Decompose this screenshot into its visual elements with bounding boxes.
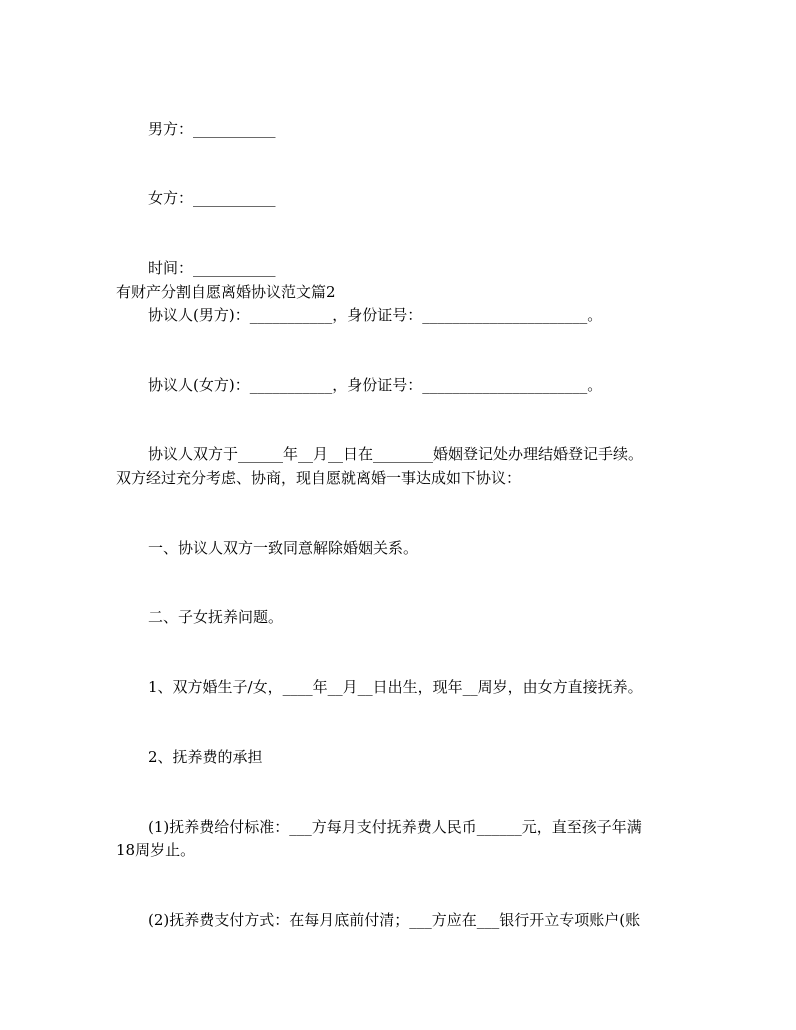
- sub-item-one-line1: (1)抚养费给付标准：___方每月支付抚养费人民币______元，直至孩子年满: [148, 818, 642, 836]
- item-one: 1、双方婚生子/女，____年__月__日出生，现年__周岁，由女方直接抚养。: [148, 678, 643, 696]
- signature-female: 女方：___________: [148, 189, 276, 207]
- sub-item-two-line1: (2)抚养费支付方式：在每月底前付清；___方应在___银行开立专项账户(账: [148, 911, 641, 929]
- signature-time: 时间：___________: [148, 259, 276, 277]
- signature-male: 男方：___________: [148, 120, 276, 138]
- party-female-line: 协议人(女方)：___________，身份证号：______________________。: [148, 376, 603, 394]
- section-heading: 有财产分割自愿离婚协议范文篇2: [116, 283, 336, 301]
- item-two: 2、抚养费的承担: [148, 748, 263, 766]
- intro-paragraph-line2: 双方经过充分考虑、协商，现自愿就离婚一事达成如下协议：: [116, 469, 522, 487]
- party-male-line: 协议人(男方)：___________，身份证号：______________________。: [148, 306, 603, 324]
- intro-paragraph-line1: 协议人双方于______年__月__日在________婚姻登记处办理结婚登记手续。: [148, 445, 644, 463]
- clause-two: 二、子女抚养问题。: [148, 608, 284, 626]
- clause-one: 一、协议人双方一致同意解除婚姻关系。: [148, 539, 419, 557]
- sub-item-one-line2: 18周岁止。: [116, 841, 196, 859]
